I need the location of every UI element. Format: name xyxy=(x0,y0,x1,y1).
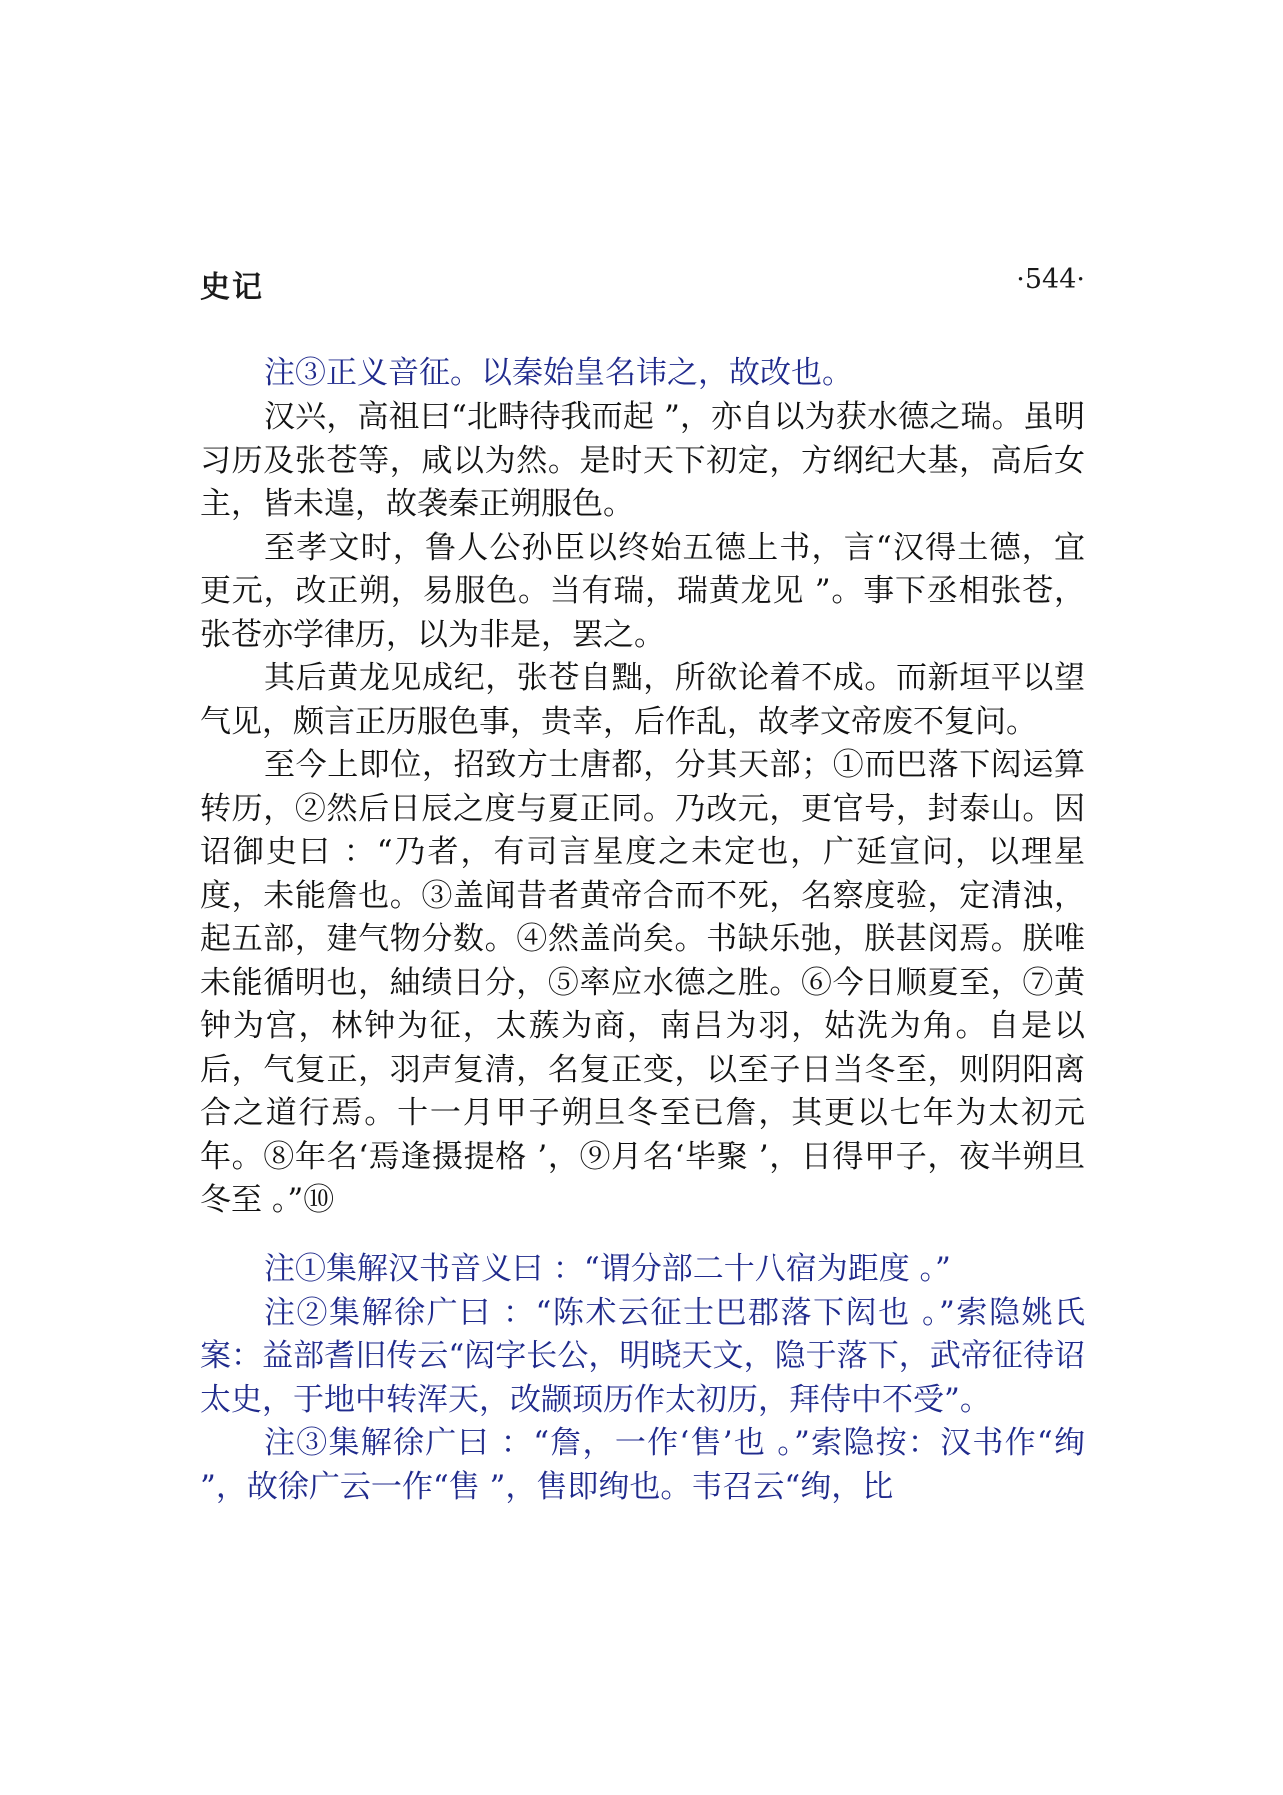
paragraph: 其后黄龙见成纪，张苍自黜，所欲论着不成。而新垣平以望气见，颇言正历服色事，贵幸，后作乱，故孝文帝废不复问。 xyxy=(200,660,1085,740)
annotation-note: 注①集解汉书音义曰 ：“谓分部二十八宿为距度 。” xyxy=(264,1251,951,1287)
page-header xyxy=(200,262,1085,306)
annotation-note: 注②集解徐广曰 ：“陈术云征士巴郡落下闳也 。”索隐姚氏案：益部耆旧传云“闳字长公，明晓天文，隐于落下，武帝征待诏太史，于地中转浑天，改颛顼历作太初历，拜侍中不受”。 xyxy=(200,1294,1085,1418)
paragraph: 至孝文时，鲁人公孙臣以终始五德上书，言“汉得土德，宜更元，改正朔，易服色。当有瑞，瑞黄龙见 ”。事下丞相张苍，张苍亦学律历，以为非是，罢之。 xyxy=(200,529,1085,653)
paragraph: 汉兴，高祖曰“北畤待我而起 ”，亦自以为获水德之瑞。虽明习历及张苍等，咸以为然。是时天下初定，方纲纪大基，高后女主，皆未遑，故袭秦正朔服色。 xyxy=(200,399,1085,522)
running-title: 史记 xyxy=(200,270,264,305)
main-text-block xyxy=(200,396,1085,1223)
annotation-note: 注③集解徐广曰 ：“詹，一作‘售’也 。”索隐按：汉书作“绚 ”，故徐广云一作“售 ”，售即绚也。韦召云“绚，比 xyxy=(200,1425,1085,1505)
top-note-block xyxy=(200,352,1085,396)
paragraph: 至今上即位，招致方士唐都，分其天部；①而巴落下闳运算转历，②然后日辰之度与夏正同。乃改元，更官号，封泰山。因诏御史曰 ：“乃者，有司言星度之未定也，广延宣问，以理星度，未能詹也。③盖闻昔者黄帝合而不死，名察度验，定清浊，起五部，建气物分数。④然盖尚矣。书缺乐弛，朕甚闵焉。朕唯未能循明也，紬绩日分，⑤率应水德之胜。⑥今日顺夏至，⑦黄钟为宫，林钟为征，太蔟为商，南吕为羽，姑洗为角。自是以后，气复正，羽声复清，名复正变，以至子日当冬至，则阴阳离合之道行焉。十一月甲子朔旦冬至已詹，其更以七年为太初元年。⑧年名‘焉逢摄提格 ’，⑨月名‘毕聚 ’，日得甲子，夜半朔旦冬至 。”⑩ xyxy=(200,747,1085,1218)
notes-block xyxy=(200,1248,1085,1509)
page-number: ·544· xyxy=(1016,264,1085,295)
annotation-note: 注③正义音征。以秦始皇名讳之，故改也。 xyxy=(264,355,853,391)
